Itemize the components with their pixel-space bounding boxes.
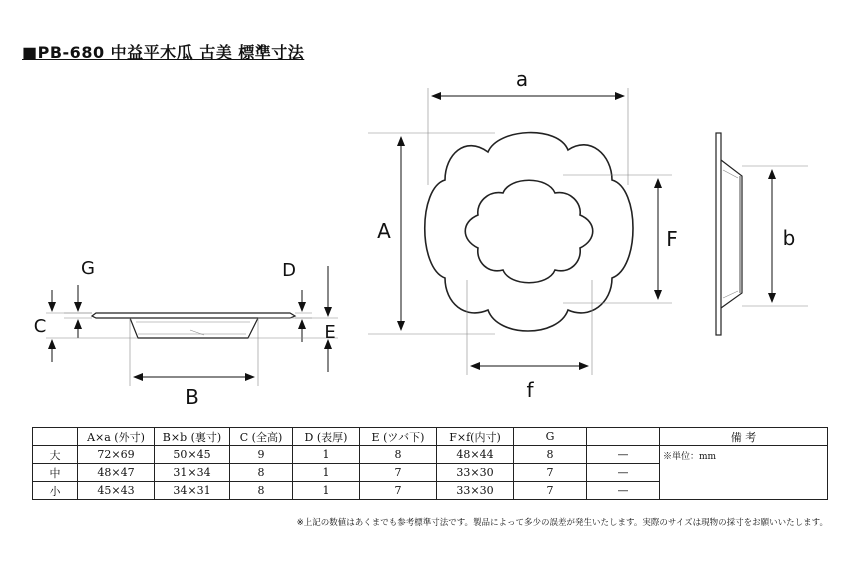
- cell-Bb: 50×45: [155, 446, 230, 464]
- header-cell: [587, 428, 660, 446]
- cell-Aa: 72×69: [78, 446, 155, 464]
- side-view: [716, 133, 742, 335]
- dimension-E: [248, 266, 338, 372]
- table-header-row: [33, 428, 828, 446]
- cell-Aa: 45×43: [78, 482, 155, 500]
- table-row: [33, 446, 828, 464]
- cell-Ff: 48×44: [437, 446, 514, 464]
- cell-Bb: 34×31: [155, 482, 230, 500]
- label-B: B: [185, 385, 199, 409]
- page-title: ■PB-680 中益平木瓜 古美 標準寸法: [22, 43, 305, 62]
- dimension-A: [368, 133, 495, 334]
- header-cell: D (表厚): [293, 428, 360, 446]
- cell-C: 8: [230, 464, 293, 482]
- inner-outline: [465, 180, 593, 283]
- dimension-C: [34, 290, 138, 362]
- header-cell-remarks: 備 考: [660, 428, 828, 446]
- cell-C: 8: [230, 482, 293, 500]
- label-C: C: [33, 316, 47, 337]
- header-cell: [33, 428, 78, 446]
- cell-Bb: 31×34: [155, 464, 230, 482]
- cell-G: 7: [514, 464, 587, 482]
- section-view: [92, 313, 295, 338]
- cell-G: 8: [514, 446, 587, 464]
- cell-size: 中: [33, 464, 78, 482]
- cell-D: 1: [293, 446, 360, 464]
- dimension-f: [467, 280, 592, 402]
- cell-D: 1: [293, 482, 360, 500]
- dimension-b: [742, 166, 808, 306]
- footnote: ※上記の数値はあくまでも参考標準寸法です。製品によって多少の誤差が発生いたします。実際のサイズは現物の採寸をお願いいたします。: [296, 518, 828, 528]
- cell-E: 7: [360, 464, 437, 482]
- cell-extra: —: [587, 464, 660, 482]
- dimension-G: [64, 258, 95, 338]
- cell-E: 7: [360, 482, 437, 500]
- cell-Ff: 33×30: [437, 482, 514, 500]
- header-cell: E (ツバ下): [360, 428, 437, 446]
- cell-C: 9: [230, 446, 293, 464]
- cell-Ff: 33×30: [437, 464, 514, 482]
- header-cell: G: [514, 428, 587, 446]
- header-cell: F×f(内寸): [437, 428, 514, 446]
- label-F: F: [666, 227, 678, 251]
- outer-outline: [425, 133, 633, 331]
- header-cell: C (全高): [230, 428, 293, 446]
- cell-size: 大: [33, 446, 78, 464]
- spec-table: [32, 427, 828, 500]
- cell-extra: —: [587, 482, 660, 500]
- dimension-F: [563, 175, 678, 303]
- cell-Aa: 48×47: [78, 464, 155, 482]
- header-cell: B×b (裏寸): [155, 428, 230, 446]
- dimension-a: [428, 67, 628, 185]
- cell-size: 小: [33, 482, 78, 500]
- header-cell: A×a (外寸): [78, 428, 155, 446]
- cell-D: 1: [293, 464, 360, 482]
- front-view: [425, 133, 633, 331]
- cell-extra: —: [587, 446, 660, 464]
- cell-E: 8: [360, 446, 437, 464]
- label-G: G: [81, 258, 95, 279]
- cell-remarks: ※単位：mm: [660, 446, 828, 500]
- label-f: f: [526, 378, 534, 402]
- label-E: E: [324, 322, 336, 343]
- dimension-D: [282, 260, 312, 342]
- label-D: D: [282, 260, 296, 281]
- label-b: b: [782, 226, 796, 250]
- label-A: A: [377, 219, 391, 243]
- label-a: a: [515, 67, 529, 91]
- cell-G: 7: [514, 482, 587, 500]
